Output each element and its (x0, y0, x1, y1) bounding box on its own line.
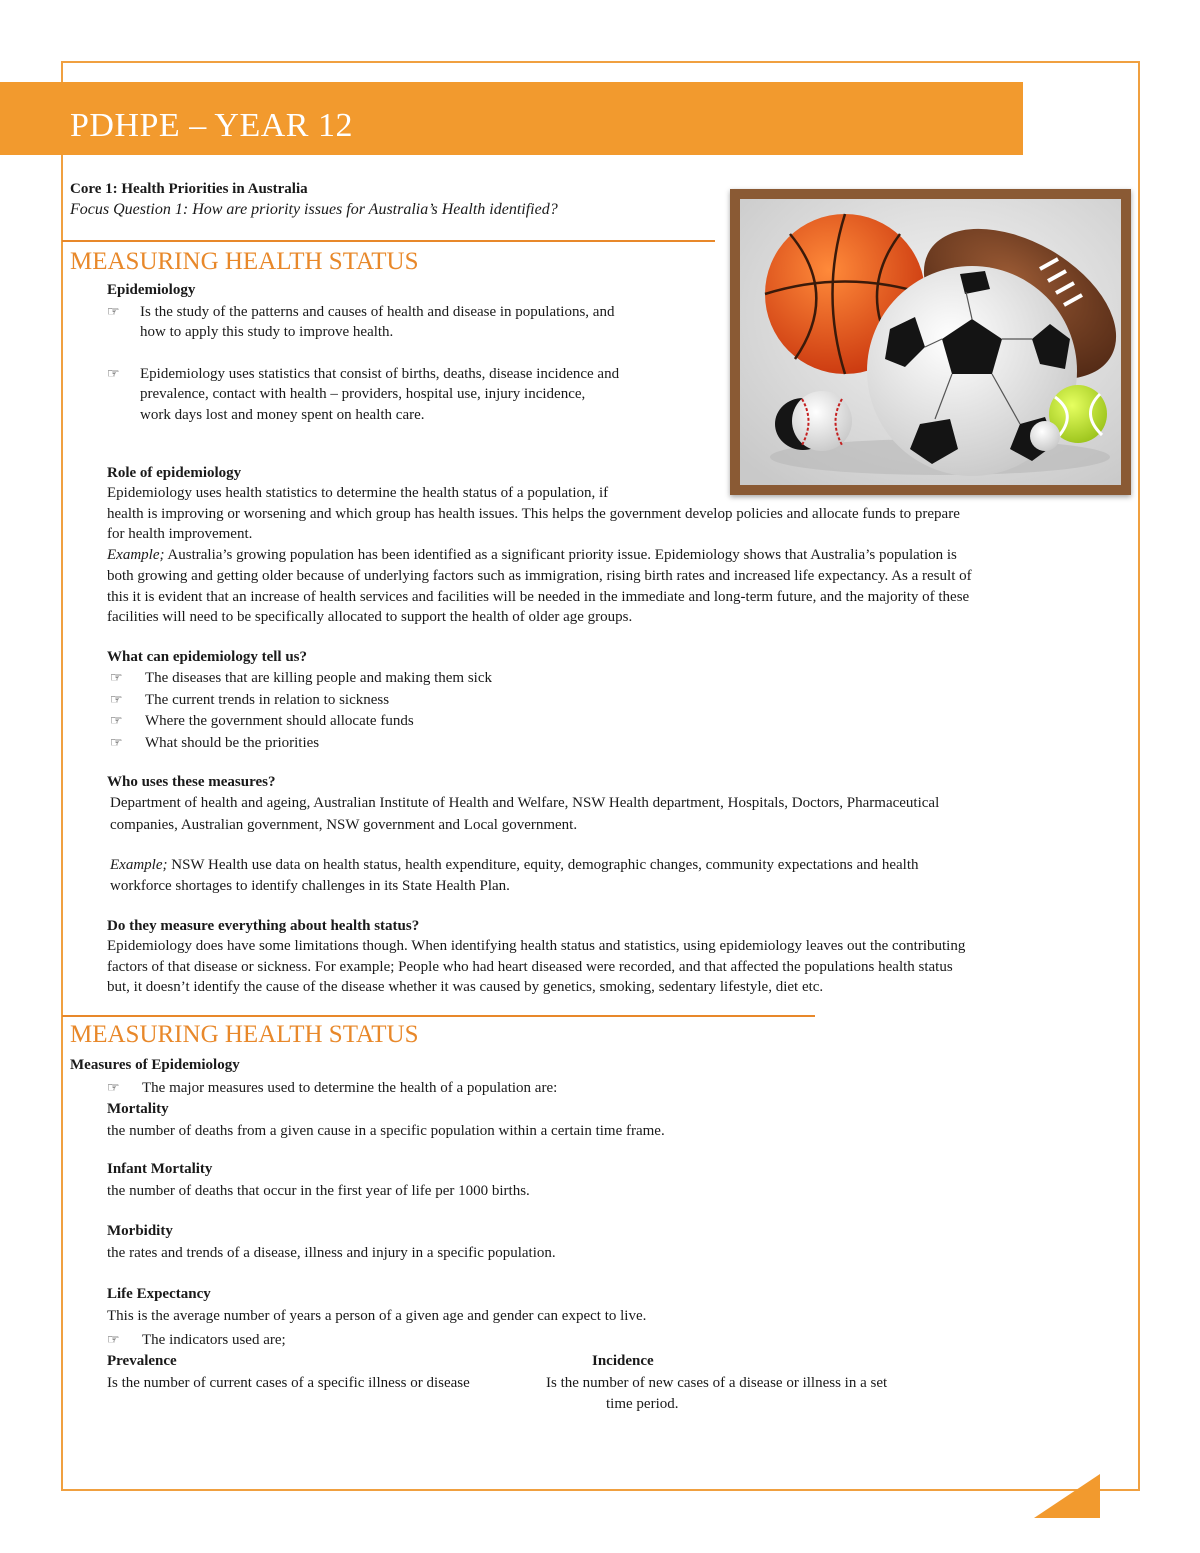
list-item: What should be the priorities (145, 735, 320, 751)
infant-mortality-text: the number of deaths that occur in the first year of life per 1000 births. (107, 1183, 530, 1199)
section-title: MEASURING HEALTH STATUS (70, 1021, 419, 1048)
limit-heading: Do they measure everything about health status? (107, 918, 420, 934)
pointing-hand-icon: ☞ (107, 305, 120, 320)
bullet-text: The major measures used to determine the health of a population are: (142, 1080, 558, 1096)
paragraph-line: factors of that disease or sickness. For example; People who had heart diseased were recorded, and that affected the populations health status (107, 959, 953, 975)
corner-accent (1034, 1474, 1100, 1518)
core-heading: Core 1: Health Priorities in Australia (70, 181, 308, 197)
example-line (110, 855, 919, 876)
measures-heading: Measures of Epidemiology (70, 1057, 240, 1073)
bullet-text: Epidemiology uses statistics that consist of births, deaths, disease incidence and (140, 366, 620, 382)
pointing-hand-icon: ☞ (107, 1081, 120, 1096)
example-text: NSW Health use data on health status, health expenditure, equity, demographic changes, community expectations and health (167, 857, 919, 873)
list-item: The current trends in relation to sickness (145, 692, 390, 708)
incidence-text: Is the number of new cases of a disease or illness in a set (546, 1375, 888, 1391)
role-heading: Role of epidemiology (107, 465, 242, 481)
epidemiology-heading: Epidemiology (107, 282, 196, 298)
focus-question: Focus Question 1: How are priority issues for Australia’s Health identified? (70, 201, 558, 218)
paragraph-line: facilities will need to be specifically allocated to support the health of older age groups. (107, 609, 633, 625)
section-title: MEASURING HEALTH STATUS (70, 248, 419, 275)
example-label: Example; (107, 547, 165, 563)
paragraph-line: for health improvement. (107, 526, 253, 542)
prevalence-text: Is the number of current cases of a specific illness or disease (107, 1375, 470, 1391)
tell-heading: What can epidemiology tell us? (107, 649, 308, 665)
bullet-text: The indicators used are; (142, 1332, 286, 1348)
morbidity-text: the rates and trends of a disease, illness and injury in a specific population. (107, 1245, 556, 1261)
mortality-heading: Mortality (107, 1101, 169, 1117)
list-item: Where the government should allocate funds (145, 713, 414, 729)
sports-balls-photo (730, 189, 1131, 495)
example-label: Example; (110, 857, 168, 873)
bullet-text: how to apply this study to improve health. (140, 324, 394, 340)
pointing-hand-icon: ☞ (110, 671, 123, 686)
bullet-text: work days lost and money spent on health care. (140, 407, 425, 423)
bullet-text: Is the study of the patterns and causes of health and disease in populations, and (140, 304, 615, 320)
pointing-hand-icon: ☞ (107, 367, 120, 382)
section-divider (62, 1015, 815, 1017)
life-expectancy-heading: Life Expectancy (107, 1286, 211, 1302)
incidence-heading: Incidence (592, 1353, 654, 1369)
paragraph-line: health is improving or worsening and which group has health issues. This helps the government develop policies and allocate funds to prepare (107, 506, 960, 522)
paragraph-line: Epidemiology uses health statistics to determine the health status of a population, if (107, 485, 609, 501)
bullet-text: prevalence, contact with health – providers, hospital use, injury incidence, (140, 386, 586, 402)
paragraph-line: workforce shortages to identify challenges in its State Health Plan. (110, 878, 510, 894)
section-divider (62, 240, 715, 242)
list-item: The diseases that are killing people and making them sick (145, 670, 492, 686)
page-title: PDHPE – YEAR 12 (70, 107, 353, 144)
paragraph-line: this it is evident that an increase of health services and facilities will be needed in the immediate and long-term future, and the majority of these (107, 589, 970, 605)
morbidity-heading: Morbidity (107, 1223, 173, 1239)
life-expectancy-text: This is the average number of years a person of a given age and gender can expect to live. (107, 1308, 647, 1324)
pointing-hand-icon: ☞ (110, 714, 123, 729)
infant-mortality-heading: Infant Mortality (107, 1161, 213, 1177)
example-line (107, 545, 957, 566)
incidence-text: time period. (606, 1396, 679, 1412)
pointing-hand-icon: ☞ (107, 1333, 120, 1348)
paragraph-line: both growing and getting older because of underlying factors such as immigration, rising birth rates and increased life expectancy. As a result of (107, 568, 972, 584)
paragraph-line: but, it doesn’t identify the cause of the disease whether it was caused by genetics, smoking, sedentary lifestyle, diet etc. (107, 979, 824, 995)
pointing-hand-icon: ☞ (110, 736, 123, 751)
mortality-text: the number of deaths from a given cause in a specific population within a certain time frame. (107, 1123, 665, 1139)
prevalence-heading: Prevalence (107, 1353, 177, 1369)
paragraph-line: Department of health and ageing, Australian Institute of Health and Welfare, NSW Health department, Hospitals, Doctors, Pharmaceutical (110, 795, 940, 811)
pointing-hand-icon: ☞ (110, 693, 123, 708)
example-text: Australia’s growing population has been identified as a significant priority issue. Epidemiology shows that Australia’s population is (164, 547, 957, 563)
sports-balls-image (740, 199, 1121, 485)
paragraph-line: companies, Australian government, NSW government and Local government. (110, 817, 578, 833)
who-heading: Who uses these measures? (107, 774, 276, 790)
paragraph-line: Epidemiology does have some limitations though. When identifying health status and statistics, using epidemiology leaves out the contributing (107, 938, 966, 954)
